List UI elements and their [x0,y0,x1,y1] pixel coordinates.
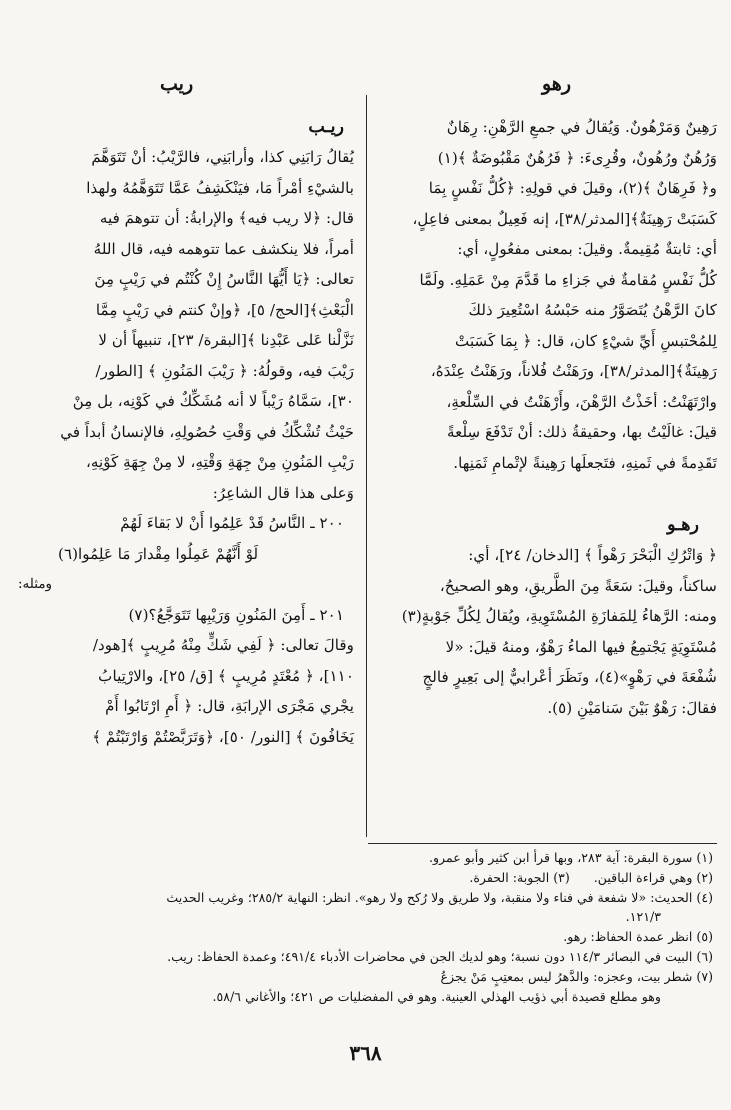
column-divider [366,95,367,837]
text-line: رَهِينٌ وَمَرْهُونٌ. وَيُقالُ في جمعِ الرَّهْنِ: رِهَانٌ [446,118,717,136]
footnote-row [16,868,713,888]
text-line: رَهِينَةٌ﴾[المدثر/٣٨]، ورَهَنْتُ فُلاناً، ورَهَنْتُ عِنْدَهُ، [430,362,717,380]
text-line: كُلُّ نَفْسٍ مُقامةٌ في جَزاءِ ما قَدَّمَ مِنْ عَمَلِهِ. ولَمَّا [419,270,717,289]
text-line: كانَ الرَّهْنُ يُتَصَوَّرُ منه حَبْسُهُ اسْتُعِيرَ ذلكَ [468,301,717,319]
footnote-4-continued: ١٢١/٣. [625,909,661,925]
entry-title-rahw: رهـو [667,515,699,535]
text-line: ساكناً، وقيلَ: سَعَةً مِنَ الطَّريقِ، وهو الصحيحُ، [439,576,717,595]
footnote-5: (٥) انظر عمدة الحفاظ: رهو. [563,929,713,945]
text-line: رَيْبَ فيه، وقولُهُ: ﴿ رَيْبَ المَنُونِ ﴾ [الطور/ [95,361,354,380]
text-line: مُسْتَوِيَةٍ يَجْتمِعُ فيها الماءُ رَهْوٌ، ومنهُ قيلَ: «لا [445,637,717,656]
footnote-3: (٣) الجوبة: الحفرة. [469,869,570,885]
footnote-6: (٦) البيت في البصائر ١١٤/٣ دون نسبة؛ وهو لديك الجن في محاضرات الأدباء ٤٩١/٤؛ وعمدة الحفاظ: ريب. [167,948,713,964]
footnote-separator [368,843,717,844]
footnotes [16,848,713,1006]
text-line: حَيْثُ تُشْكِّكُ في وَقْتِ حُصُولِهِ، فالإنسانُ أبداً في [60,422,354,441]
footnote-4: (٤) الحديث: «لا شفعة في فناء ولا منقبة، ولا طريق ولا رُكح ولا رهو». انظر: النهاية ٢٨٥/٢؛ وغريب الحديث [166,889,713,905]
page-number: ٣٦٨ [349,1041,382,1065]
text-line: وارْتَهَنْتُ: أخَذْتُ الرَّهْنَ، وأَرْهَنْتُ في السِّلْعةِ، [446,392,717,411]
and-like-label: ومثله: [18,576,53,592]
text-line: يُقالُ رَابَنِي كذا، وأرابَنِي، فالرَّيْبُ: أنْ تَتَوَهَّمَ [91,148,354,166]
text-line: يَخَافُونَ ﴾ [النور/ ٥٠]، ﴿وَتَرَبَّصْتُمْ وَارْتَبْتُمْ ﴾ [92,727,354,746]
text-line: يجْري مَجْرَى الإرابَةِ، قال: ﴿ أَمِ ارْتَابُوا أَمْ [105,697,354,715]
text-line: وَرُهُنٌ ورُهُونٌ، وقُرِىءَ: ﴿ فَرُهُنٌ مَقْبُوضَةٌ ﴾(١) [437,148,717,167]
text-line: رَيْبِ المَنُونِ مِنْ جِهَةِ وَقْتِهِ، لا مِنْ جِهَةِ كَوْنِهِ، [86,453,354,471]
text-line: لِلمُحْتبسِ أَيِّ شيْءٍ كان، قال: ﴿ بِمَا كَسَبَتْ [455,331,717,350]
text-line: و﴿ فَرِهَانٌ ﴾(٢)، وقيلَ في قولِهِ: ﴿كُلُّ نَفْسٍ بِمَا [428,179,717,197]
footnote-7-continued: وهو مطلع قصيدة أبي ذؤيب الهذلي العينية. وهو في المفضليات ص ٤٢١؛ والأغاني ٥٨/٦. [212,988,661,1004]
text-line: ٣٠]، سَمَّاهُ رَيْباً لا أنه مُشَكِّكٌ في كَوْنِه، بل مِنْ [72,392,354,410]
left-column [18,112,354,752]
running-header-right: رهو [541,73,571,95]
text-line: قيلَ: غالَيْتُ بها، وحقيقةُ ذلك: أنْ تَدْفَعَ سِلْعةً [447,423,717,441]
footnote-2: (٢) وهي قراءة الباقين. [593,869,713,885]
text-line: الْبَعْثِ﴾[الحج/ ٥]، ﴿وإنْ كنتم في رَيْبٍ مِمَّا [95,300,354,319]
poem-200-hemistich-1: ٢٠٠ ـ النَّاسُ قَدْ عَلِمُوا أَنْ لا بَقاءَ لَهُمْ [120,514,344,532]
footnote-7: (٧) شطر بيت، وعجزه: والدَّهرُ ليس بمعتِبٍ مَنْ يجزعُ [440,968,713,984]
text-line: ١١٠]، ﴿ مُعْتَدٍ مُرِيبٍ ﴾ [ق/ ٢٥]، والارْتِيابُ [98,666,354,685]
text-line: تعالى: ﴿يَا أَيُّهَا النَّاسُ إِنْ كُنْتُم في رَيْبٍ مِنَ [94,270,354,288]
running-header-left: ريب [160,73,194,95]
text-line: بالشيْءِ أمْراً مَا، فيَنْكَشِفُ عَمَّا تَتَوَهَّمُهُ ولهذا [86,178,354,197]
text-line: شُفْعَةَ في رَهْوٍ»(٤)، ونَظَرَ أعْرابيٌّ إلى بَعِيرٍ فالجٍ [422,668,717,686]
text-line: قال: ﴿لا ريب فيه﴾ والإرابةُ: أن تتوهمَ فيه [99,209,354,227]
text-line: ومنه: الرَّهاءُ لِلمَفازَةِ المُسْتَوِيةِ، ويُقالُ لِكُلِّ جَوْبةٍ(٣) [401,607,717,625]
text-line: فقالَ: رَهْوٌ بَيْنَ سَنامَيْنِ (٥). [547,698,717,717]
footnote-1: (١) سورة البقرة: آية ٢٨٣، وبها قرأ ابن كثير وأبو عمرو. [428,850,713,865]
text-line: أمراً، فلا ينكشف عما تتوهمه فيه، قال اللهُ [93,239,354,258]
entry-title-rayb: ريـب [308,117,344,137]
poem-200-hemistich-2: لَوْ أَنَّهُمْ عَمِلُوا مِقْدارَ مَا عَلِمُوا(٦) [58,544,259,563]
text-line: ﴿ وَاتْرُكِ الْبَحْرَ رَهْواً ﴾ [الدخان/ ٢٤]، أي: [468,546,717,564]
right-column [373,112,717,723]
text-line: تَقَدِمةً في ثَمنِهِ، فتَجعلَها رَهِينةً لإتْمامِ ثَمَنِها. [453,453,717,472]
text-line: أي: ثابتةٌ مُقِيمةٌ. وقيلَ: بمعنى مفعُولٍ، أي: [457,240,717,258]
text-line: نَزَّلْنا عَلى عَبْدِنا ﴾[البقرة/ ٢٣]، تنبيهاً أن لا [98,331,354,349]
poem-201: ٢٠١ ـ أَمِنَ المَنُونِ وَرَيْبِها تَتَوَجَّعُ؟(٧) [128,605,344,624]
text-line: وقالَ تعالى: ﴿ لَفِي شَكٍّ مِنْهُ مُرِيبٍ ﴾[هود/ [92,636,354,654]
text-line: كَسَبَتْ رَهِينَةٌ﴾[المدثر/٣٨]، إنه فَعِيلٌ بمعنى فاعِلٍ، [412,209,717,228]
text-line: وَعلى هذا قال الشاعِرُ: [212,483,354,502]
